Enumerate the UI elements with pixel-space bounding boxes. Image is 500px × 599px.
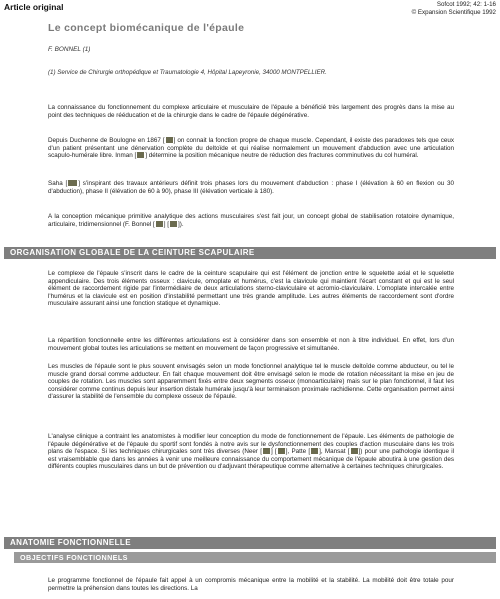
article-title: Le concept biomécanique de l'épaule bbox=[48, 22, 245, 34]
text-span: ] on connait la fonction propre de chaque muscle. Cependant, il existe des paradoxes tels que ceux d'un patient présentant une dénervation complète du deltoïde et qui réalise normalement un mouvement d'abduction avec une articulation scapulo-humérale libre. Inman [ bbox=[48, 137, 454, 160]
reference-link[interactable] bbox=[170, 221, 177, 227]
text-span: Saha [ bbox=[48, 180, 68, 187]
section-heading-anatomie: ANATOMIE FONCTIONNELLE bbox=[4, 537, 496, 549]
article-author: F. BONNEL (1) bbox=[48, 46, 91, 53]
organisation-paragraph-2: La répartition fonctionnelle entre les différentes articulations est à considérer dans son ensemble et non à titre individuel. En effet, lors d'un mouvement global toutes les articulations se mettent en mouvement de façon progressive et simultanée. bbox=[48, 337, 454, 352]
journal-citation bbox=[412, 1, 496, 17]
text-span: ] détermine la position mécanique neutre de réduction des fractures comminutives du col huméral. bbox=[145, 152, 419, 160]
text-span: Depuis Duchenne de Boulogne en 1867 [ bbox=[48, 137, 165, 144]
text-span: ] [ bbox=[271, 448, 277, 456]
text-span: ]) pour une pathologie identique il est vraisemblable que dans les années à venir une meilleure connaissance du comportement mécanique de l'épaule aboutira à une gestion des différents couples musculaires dans un but de prévention ou d'adjuvant thérapeutique comme alternative à certaines techniques chirurgicales. bbox=[48, 448, 455, 471]
organisation-paragraph-3: Les muscles de l'épaule sont le plus souvent envisagés selon un mode fonctionnel analytique tel le muscle deltoïde comme abducteur, ou tel le muscle grand dorsal comme adducteur. En fait chaque mouvement doit être envisagé selon le mode de rotation nécessitant la mise en jeu de couples de rotation. Les muscles sont apparemment fixés entre deux segments osseux (monoarticulaire) mais sur le plan fonctionnel, il faut les considérer comme continus depuis leur insertion distale humérale jusqu'à leur terminaison proximale rachidienne. Cette organisation permet ainsi d'assurer la stabilité de l'ensemble du complexe osseux de l'épaule. bbox=[48, 363, 454, 401]
reference-link[interactable] bbox=[263, 448, 270, 454]
objectifs-paragraph-1: Le programme fonctionnel de l'épaule fait appel à un compromis mécanique entre la mobilité et la stabilité. La mobilité doit être totale pour permettre la préhension dans toutes les directions. La bbox=[48, 577, 454, 592]
organisation-paragraph-1: Le complexe de l'épaule s'inscrit dans le cadre de la ceinture scapulaire qui est l'élément de jonction entre le squelette axial et le squelette appendiculaire. Des trois éléments osseux : clavicule, omoplate et humérus, c'est la clavicule qui maintient l'écart constant et qui est le seul élément de raccordement rigide par l'intermédiaire de deux articulations sterno-claviculaire et acromio-claviculaire. L'omoplate intercalée entre l'humérus et la clavicule est en position d'instabilité permettant une très grande amplitude. Les autres éléments de raccordement sont d'ordre musculaire assurant ainsi une fonction statique et dynamique. bbox=[48, 270, 454, 308]
reference-link[interactable] bbox=[68, 180, 77, 186]
text-span: L'analyse clinique a contraint les anatomistes à modifier leur conception du mode de fonctionnement de l'épaule. Les éléments de pathologie de l'épaule dégénérative et de l'épaule du sportif sont fondés à notre avis sur le dysfonctionnement des couples d'action musculaire dans les trois plans de l'espace. Si les techniques chirurgicales sont très diverses (Neer [ bbox=[48, 433, 454, 456]
text-span: A la conception mécanique primitive analytique des actions musculaires s'est fait jour, un concept global de stabilisation rotatoire dynamique, articulaire, tridimensionnel (F. Bonnel [ bbox=[48, 213, 454, 228]
section-heading-organisation: ORGANISATION GLOBALE DE LA CEINTURE SCAPULAIRE bbox=[4, 247, 496, 259]
intro-paragraph-3 bbox=[48, 180, 454, 195]
reference-link[interactable] bbox=[166, 137, 173, 143]
text-span: ] [ bbox=[163, 220, 169, 228]
subsection-heading-objectifs: OBJECTIFS FONCTIONNELS bbox=[14, 552, 496, 563]
intro-paragraph-1: La connaissance du fonctionnement du complexe articulaire et musculaire de l'épaule a bénéficié très largement des progrès dans la mise au point des techniques de rééducation et de la chirurgie dans le cadre de l'épaule dégénérative. bbox=[48, 104, 454, 119]
author-affiliation: (1) Service de Chirurgie orthopédique et Traumatologie 4, Hôpital Lapeyronie, 34000 MONTPELLIER. bbox=[48, 69, 327, 76]
text-span: ] s'inspirant des travaux antérieurs définit trois phases lors du mouvement d'abduction : phase I (élévation à 60 en flexion ou 30 d'abduction), phase II (élévation de 60 à 90), phase III (élévation verticale à 180). bbox=[48, 180, 454, 195]
text-span: ], Patte [ bbox=[285, 448, 311, 456]
organisation-paragraph-4 bbox=[48, 433, 454, 471]
reference-link[interactable] bbox=[278, 448, 285, 454]
text-span: ]). bbox=[178, 220, 184, 228]
publisher-line: © Expansion Scientifique 1992 bbox=[411, 9, 496, 16]
text-span: ], Mansat [ bbox=[319, 448, 350, 456]
intro-paragraph-2 bbox=[48, 137, 454, 160]
reference-link[interactable] bbox=[156, 221, 163, 227]
article-type-label: Article original bbox=[4, 2, 64, 12]
intro-paragraph-4 bbox=[48, 213, 454, 228]
reference-link[interactable] bbox=[311, 448, 318, 454]
reference-link[interactable] bbox=[351, 448, 358, 454]
citation-line: Sofcot 1992; 42: 1-16 bbox=[436, 1, 496, 8]
reference-link[interactable] bbox=[137, 152, 144, 158]
